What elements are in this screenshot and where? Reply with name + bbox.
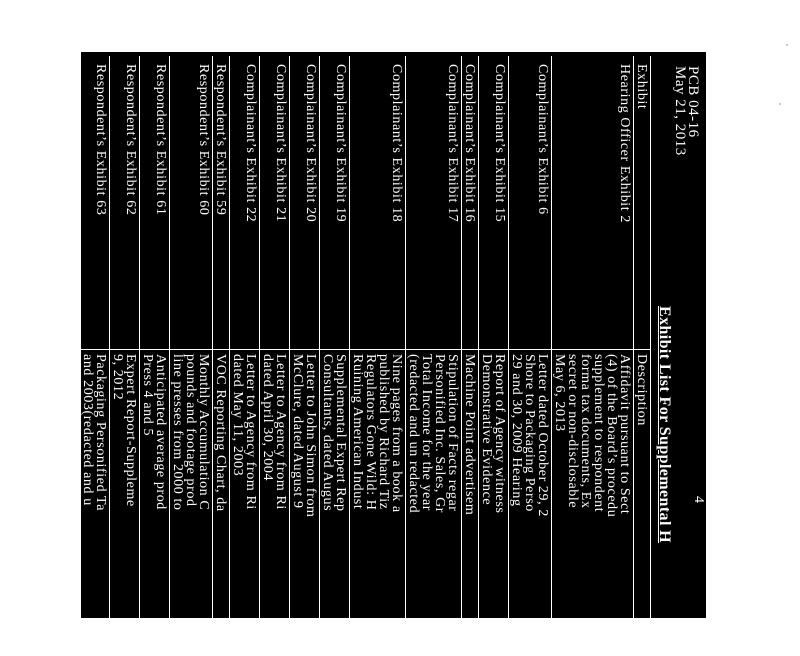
exhibit-description	[260, 350, 289, 656]
description-line: Supplemental Expert Rep	[333, 354, 348, 512]
description-line: Letter dated October 29, 2	[535, 354, 550, 517]
exhibit-name: Complainant’s Exhibit 20	[290, 56, 319, 350]
exhibit-name: Complainant’s Exhibit 17	[406, 56, 461, 350]
description-line: Total Income for the year	[419, 354, 434, 512]
description-line: Press 4 and 5	[140, 354, 155, 437]
exhibit-name: Respondent’s Exhibit 60	[170, 56, 212, 350]
table-row	[551, 56, 633, 656]
description-line: Expert Report-Suppleme	[123, 354, 138, 507]
description-line: Anticipated average prod	[153, 354, 168, 510]
description-line: Nine pages from a book a	[389, 354, 404, 513]
exhibit-name: Complainant’s Exhibit 6	[509, 56, 551, 350]
page-number: 4	[691, 496, 706, 503]
table-row	[405, 56, 461, 656]
exhibit-description	[140, 350, 169, 656]
description-line: dated May 11, 2003	[230, 354, 245, 477]
header-exhibit: Exhibit	[634, 56, 650, 350]
scan-speck	[779, 103, 781, 105]
description-line: secret or non-disclosable	[565, 354, 580, 509]
table-row	[139, 56, 169, 656]
table-row	[478, 56, 508, 656]
description-line: 29 and 30, 2009 Hearing	[509, 354, 524, 507]
exhibit-description	[170, 350, 212, 656]
description-line: Letter to Agency from Ri	[273, 354, 288, 510]
description-line: Ruining American Indust	[350, 354, 365, 510]
exhibit-description	[462, 350, 478, 656]
description-line: VOC Reporting Chart, da	[213, 354, 228, 512]
description-line: and 2003(redacted and u	[80, 354, 95, 506]
exhibit-name: Complainant’s Exhibit 21	[260, 56, 289, 350]
description-line: forma tax documents, Ex	[578, 354, 593, 509]
table-row	[79, 56, 109, 656]
description-line: Consultants, dated Augus	[320, 354, 335, 512]
exhibit-description	[230, 350, 259, 656]
description-line: Regulators Gone Wild: H	[363, 354, 378, 511]
description-line: supplement to respondent	[591, 354, 606, 513]
description-line: pounds and footage prod	[183, 354, 198, 507]
description-line: dated April 30, 2004	[260, 354, 275, 482]
description-line: Letter to John Simon from	[303, 354, 318, 518]
table-body	[79, 56, 633, 656]
description-line: May 6, 2013	[552, 354, 567, 432]
exhibit-description	[320, 350, 349, 656]
exhibit-description	[552, 350, 633, 656]
description-line: published by Richard Tiz	[376, 354, 391, 510]
description-line: line presses from 2000 to	[170, 354, 185, 511]
table-row	[289, 56, 319, 656]
description-line: Shore to Packaging Perso	[522, 354, 537, 512]
description-line: Machine Point advertisem	[462, 354, 477, 516]
description-line: Stipulation of Facts regar	[445, 354, 460, 512]
exhibit-name: Complainant’s Exhibit 22	[230, 56, 259, 350]
description-line: Monthly Accumulation C	[196, 354, 211, 511]
table-header-row	[633, 56, 650, 656]
exhibit-name: Complainant’s Exhibit 19	[320, 56, 349, 350]
table-row	[229, 56, 259, 656]
description-line: Report of Agency witness	[492, 354, 507, 514]
scan-speck	[786, 44, 788, 46]
exhibit-description	[479, 350, 508, 656]
exhibit-name: Complainant’s Exhibit 15	[479, 56, 508, 350]
exhibit-name: Respondent’s Exhibit 62	[110, 56, 139, 350]
header-description: Description	[634, 354, 649, 426]
exhibit-table	[79, 56, 651, 656]
table-row	[461, 56, 478, 656]
description-line: (4) of the Board’s procedu	[604, 354, 619, 518]
description-line: Affidavit pursuant to Sect	[617, 354, 632, 515]
table-row	[259, 56, 289, 656]
table-row	[169, 56, 212, 656]
description-line: McClure, dated August 9	[290, 354, 305, 509]
exhibit-description	[509, 350, 551, 656]
case-number: PCB 04-16	[685, 66, 701, 138]
exhibit-name: Complainant’s Exhibit 16	[462, 56, 478, 350]
exhibit-description	[110, 350, 139, 656]
document-date: May 21, 2013	[672, 66, 688, 156]
description-line: Demonstrative Evidence	[479, 354, 494, 506]
exhibit-description	[213, 350, 229, 656]
rotated-document-content	[80, 56, 703, 618]
description-line: 9, 2012	[110, 354, 125, 401]
description-line: (redacted and un redacted	[406, 354, 421, 514]
description-line: Personified Inc. Sales, Gr	[432, 354, 447, 514]
description-line: Letter to Agency from Ri	[243, 354, 258, 510]
table-row	[349, 56, 405, 656]
table-row	[212, 56, 229, 656]
exhibit-name: Complainant’s Exhibit 18	[350, 56, 405, 350]
exhibit-name: Hearing Officer Exhibit 2	[552, 56, 633, 350]
exhibit-description	[290, 350, 319, 656]
document-header	[673, 66, 699, 156]
exhibit-name: Respondent’s Exhibit 59	[213, 56, 229, 350]
exhibit-description	[80, 350, 109, 656]
document-title: Exhibit List For Supplemental H	[656, 306, 673, 544]
table-row	[319, 56, 349, 656]
exhibit-name: Respondent’s Exhibit 61	[140, 56, 169, 350]
exhibit-description	[350, 350, 405, 656]
table-row	[508, 56, 551, 656]
description-line: Packaging Personified Ta	[93, 354, 108, 512]
exhibit-description	[406, 350, 461, 656]
table-row	[109, 56, 139, 656]
exhibit-name: Respondent’s Exhibit 63	[80, 56, 109, 350]
